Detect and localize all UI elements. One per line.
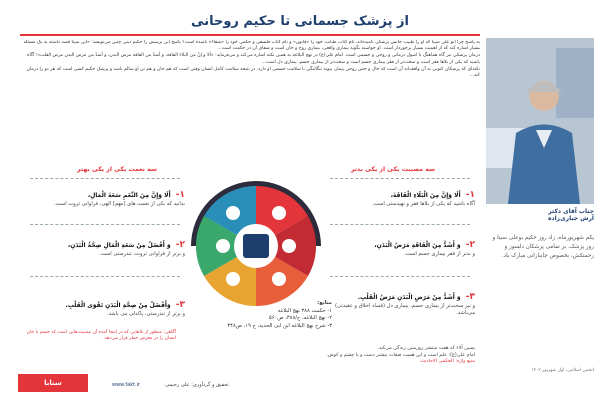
wheel-logo-icon bbox=[243, 234, 269, 258]
item-arabic: وَ أَشَدُّ مِنَ الْفَاقَةِ مَرَضُ الْبَدَنِ، bbox=[374, 242, 461, 249]
item-arabic: أَلَا وَإِنَّ مِنَ النِّعَمِ سَعَةَ الْمَالِ، bbox=[87, 192, 171, 199]
segment-icon bbox=[282, 239, 296, 253]
footer-line: امام علی(ع): علم است و این هست صفات بیشتر دست و یا چشم و کوش. bbox=[326, 352, 475, 358]
left-section-heading: سه نعمت یکی از یکی بهتر bbox=[77, 166, 157, 173]
footer-line: منبع واژه: الحکمی الاحاديث bbox=[420, 359, 475, 364]
doctor-name: آرش جباری‌زاده bbox=[548, 215, 594, 222]
note: آگاهی: منظور از بلاهایی که در اینجا آمده آن مصیبت‌هایی است که جسم یا جان انسان را در معرض خطر قرار می‌دهد. bbox=[26, 330, 176, 341]
sources-label: منابع: bbox=[317, 300, 332, 306]
item-persian: و بدتر از فقر بیماری جسم است. bbox=[404, 251, 475, 257]
blessings-wheel bbox=[188, 168, 324, 318]
right-section-heading: سه مصیبت یکی از یکی بدتر bbox=[350, 166, 436, 173]
divider bbox=[30, 178, 180, 179]
left-item-1 bbox=[30, 182, 185, 208]
item-number: ۱- bbox=[175, 190, 185, 200]
left-item-2 bbox=[30, 232, 185, 258]
item-arabic: أَلَا وَإِنَّ مِنَ الْبَلَاءِ الْفَاقَةَ، bbox=[390, 192, 461, 199]
publisher-logo: سنابا bbox=[18, 374, 88, 392]
doctor-date: انجمن اسلامی، اول شهریور ۱۴۰۲ bbox=[531, 368, 594, 373]
item-number: ۲- bbox=[175, 240, 185, 250]
divider bbox=[30, 276, 180, 277]
intro-paragraph: درمان پزشکی نیز گاه هماهنگ با اصول درمانی و روحی و جسمی است. امام علی(ع) در نهج البلاغه به همین نکته اشاره می‌کند و می‌فرماید: «ألا و إنّ من البلاء الفاقة، و أشدّ من الفاقة مرض البدن، و أشدّ من مرض البدن مرض القلب»؛ آگاه باشید که یکی از بلاها فقر است و سخت‌تر از فقر بیماری جسم است و سخت‌تر از بیماری جسم، بیماری دل است... bbox=[27, 53, 480, 65]
item-number: ۳- bbox=[175, 300, 185, 310]
item-number: ۱- bbox=[465, 190, 475, 200]
item-number: ۲- bbox=[465, 240, 475, 250]
page-title: از پزشک جسمانی تا حکیم روحانی bbox=[191, 14, 409, 29]
divider bbox=[330, 224, 470, 225]
item-persian: بدانید که یکی از نعمت های [مهم] الهی، فراوانی ثروت است. bbox=[54, 201, 185, 207]
intro-paragraph: نکته‌ای که پزشکان کنونی به آن واقف‌اند آن است که حال و حس روحی بیمار، پیوند تنگاتنگی با سلامت جسمی او دارد. در نتیجه سلامت کامل انسان وقتی است که هم جان و هم تن او سالم باشد و پزشک حکیم کسی است که هر دو را درمان کند... bbox=[26, 66, 480, 79]
right-item-3 bbox=[325, 284, 475, 317]
doctor-bio: یکم شهریورماه، زاد روز حکیم بوعلی سینا و روز پزشک، بر تمامی پزشکان دلسوز و زحمتکش، بخصوص جانبازانی مبارک باد. bbox=[492, 235, 594, 259]
divider bbox=[330, 276, 470, 277]
source-item: ۱- حکمت ۳۸۸ نهج البلاغه bbox=[277, 307, 332, 314]
segment-icon bbox=[216, 239, 230, 253]
segment-icon bbox=[272, 206, 286, 220]
segment-icon bbox=[272, 272, 286, 286]
source-item: ۳- شرح نهج البلاغه ابن ابی الحدید، ج ۱۹، ص۳۴۸ bbox=[227, 322, 332, 329]
item-arabic: وَ أَشَدُّ مِنْ مَرَضِ الْبَدَنِ مَرَضُ الْقَلْبِ. bbox=[357, 294, 461, 301]
divider bbox=[30, 224, 180, 225]
intro-text bbox=[18, 40, 480, 166]
credit: تحقیق و گردآوری: علی رحیمی bbox=[165, 382, 229, 388]
segment-icon bbox=[226, 272, 240, 286]
item-arabic: وَ أَفْضَلُ مِنْ سَعَةِ الْمَالِ صِحَّةُ الْبَدَنِ، bbox=[67, 242, 171, 249]
item-persian: و برتر از فراوانی ثروت، تندرستی است. bbox=[99, 251, 185, 257]
doctor-photo bbox=[486, 38, 594, 204]
item-persian: و نیز سخت‌تر از بیماری جسم، بیماری دل (فساد اخلاق و عقیدتی) می‌باشد. bbox=[335, 303, 475, 316]
source-item: ۲- نهج البلاغه، ح/۳۸۸، ص۵۶۰ bbox=[268, 315, 332, 321]
intro-paragraph: به پاسخ چرا ابو علی سینا که او را طبیب جانش پزشکی نامیده‌اند، نام کتاب طبابت خود را «قانون» و نام کتاب فلسفی و حکمی خود را «شفاء» نامیده است؟ پاسخ ابن پرسش را حکیم دینی چنین می‌نویسد: «ابن سینا قصد داشته به یک مسئله بسیار اشاره کند که از اهمیت بسیار برخوردار است. او خواسته بگوید بیماری واقعی، بیماری روح و جان است و شفای آن در حکمت است... bbox=[23, 40, 480, 52]
item-persian: و برتر از تندرستی، پاکدلی می باشد. bbox=[106, 311, 185, 317]
right-item-2 bbox=[325, 232, 475, 258]
doctor-sidebar bbox=[486, 208, 594, 378]
footer-center bbox=[265, 346, 475, 366]
sources bbox=[180, 300, 332, 330]
item-arabic: وَأَفْضَلُ مِنْ صِحَّةِ الْبَدَنِ تَقْوَى الْقَلْبِ. bbox=[65, 302, 171, 309]
segment-icon bbox=[226, 206, 240, 220]
wheel-arc-label: بدترین بلاها و برترین نعمت‌ها bbox=[227, 174, 285, 179]
item-number: ۳- bbox=[465, 292, 475, 302]
item-persian: آگاه باشید که یکی از بلاها فقر و تهیدستی است. bbox=[372, 201, 475, 207]
site-link[interactable]: www.fakt.ir bbox=[112, 382, 141, 388]
right-item-1 bbox=[325, 182, 475, 208]
footer-line: پسین آلاء که هفت منتشر روزیمین زندگی می‌کند. bbox=[377, 346, 475, 351]
title-divider bbox=[20, 34, 480, 36]
left-item-3 bbox=[30, 292, 185, 318]
doctor-label: جناب آقای دکتر bbox=[548, 208, 594, 215]
divider bbox=[330, 178, 470, 179]
